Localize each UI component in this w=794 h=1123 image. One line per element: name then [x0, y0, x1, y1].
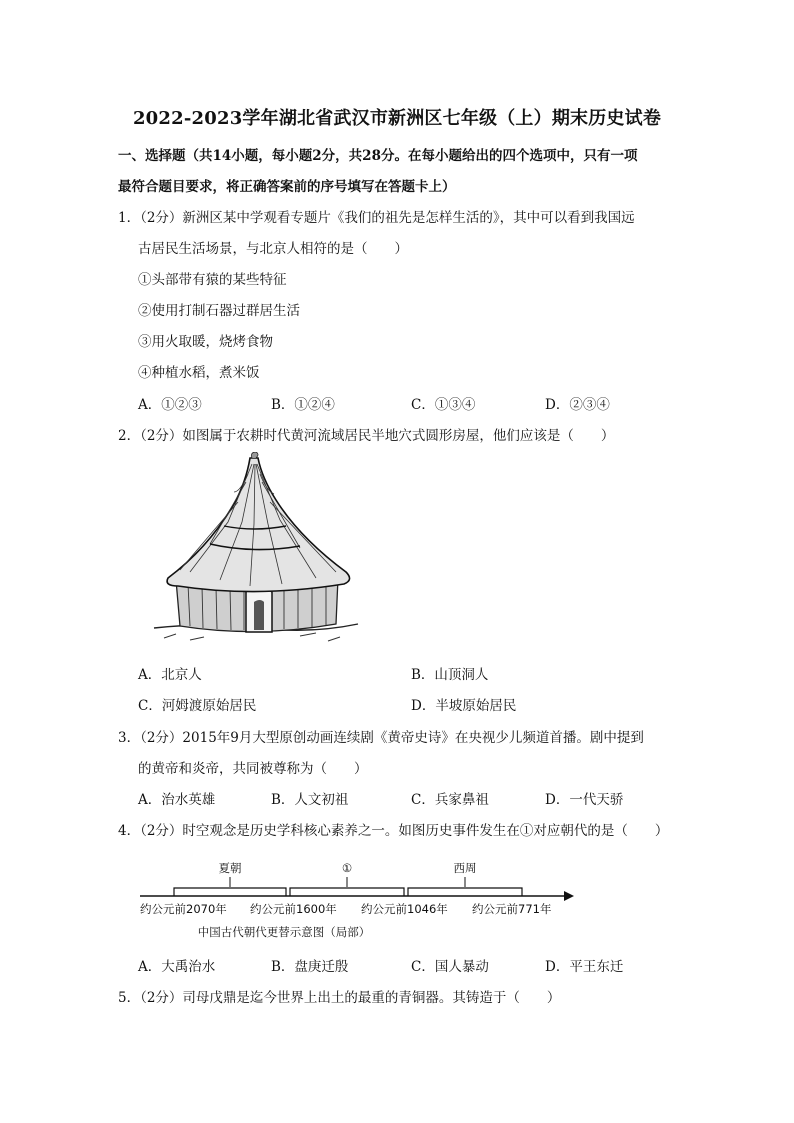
q4-option-b: B．盘庚迁殷	[271, 959, 349, 975]
q2-option-c: C．河姆渡原始居民	[138, 698, 257, 714]
q3-option-b: B．人文初祖	[271, 792, 349, 808]
q2-option-d: D．半坡原始居民	[411, 698, 517, 714]
date-label-1: 约公元前2070年	[140, 902, 227, 916]
timeline-arrow	[564, 891, 574, 901]
bracket-western-zhou	[408, 888, 522, 896]
date-label-2: 约公元前1600年	[250, 902, 337, 916]
q5-stem: 5．（2分）司母戊鼎是迄今世界上出土的最重的青铜器。其铸造于（ ）	[118, 990, 561, 1006]
q4-option-c: C．国人暴动	[411, 959, 489, 975]
q3-stem-line1: 3．（2分）2015年9月大型原创动画连续剧《黄帝史诗》在央视少儿频道首播。剧中提到	[118, 730, 644, 746]
q3-stem-line2: 的黄帝和炎帝，共同被尊称为（ ）	[138, 761, 368, 777]
segment-label-xia: 夏朝	[218, 861, 242, 875]
date-label-4: 约公元前771年	[472, 902, 552, 916]
q2-stem: 2．（2分）如图属于农耕时代黄河流域居民半地穴式圆形房屋，他们应该是（ ）	[118, 428, 615, 444]
q1-option-d: D．②③④	[545, 397, 610, 413]
bracket-blank	[290, 888, 404, 896]
q4-stem: 4．（2分）时空观念是历史学科核心素养之一。如图历史事件发生在①对应朝代的是（ ）	[118, 823, 669, 839]
q1-option-a: A．①②③	[138, 397, 202, 413]
q3-option-a: A．治水英雄	[138, 792, 216, 808]
bracket-xia	[174, 888, 286, 896]
page-title: 2022-2023学年湖北省武汉市新洲区七年级（上）期末历史试卷	[132, 108, 662, 129]
dynasty-timeline-diagram	[134, 850, 584, 946]
round-hut-illustration	[150, 452, 362, 648]
q3-option-c: C．兵家鼻祖	[411, 792, 489, 808]
q1-option-b: B．①②④	[271, 397, 335, 413]
section-instructions-line2: 最符合题目要求，将正确答案前的序号填写在答题卡上）	[118, 179, 456, 195]
q1-item-4: ④种植水稻，煮米饭	[138, 365, 260, 381]
segment-label-blank: ①	[341, 861, 353, 875]
segment-label-western-zhou: 西周	[453, 861, 477, 875]
q2-option-a: A．北京人	[138, 667, 202, 683]
q4-option-a: A．大禹治水	[138, 959, 216, 975]
timeline-caption: 中国古代朝代更替示意图（局部）	[197, 925, 371, 939]
q1-item-1: ①头部带有猿的某些特征	[138, 272, 287, 288]
q2-option-b: B．山顶洞人	[411, 667, 489, 683]
q3-option-d: D．一代天骄	[545, 792, 624, 808]
q1-option-c: C．①③④	[411, 397, 476, 413]
q1-stem-line1: 1．（2分）新洲区某中学观看专题片《我们的祖先是怎样生活的》，其中可以看到我国远	[118, 210, 635, 226]
q1-item-2: ②使用打制石器过群居生活	[138, 303, 300, 319]
section-instructions-line1: 一、选择题（共14小题，每小题2分，共28分。在每小题给出的四个选项中，只有一项	[118, 148, 638, 164]
q4-option-d: D．平王东迁	[545, 959, 624, 975]
q1-item-3: ③用火取暖，烧烤食物	[138, 334, 273, 350]
date-label-3: 约公元前1046年	[361, 902, 448, 916]
q1-stem-line2: 古居民生活场景，与北京人相符的是（ ）	[138, 241, 408, 257]
